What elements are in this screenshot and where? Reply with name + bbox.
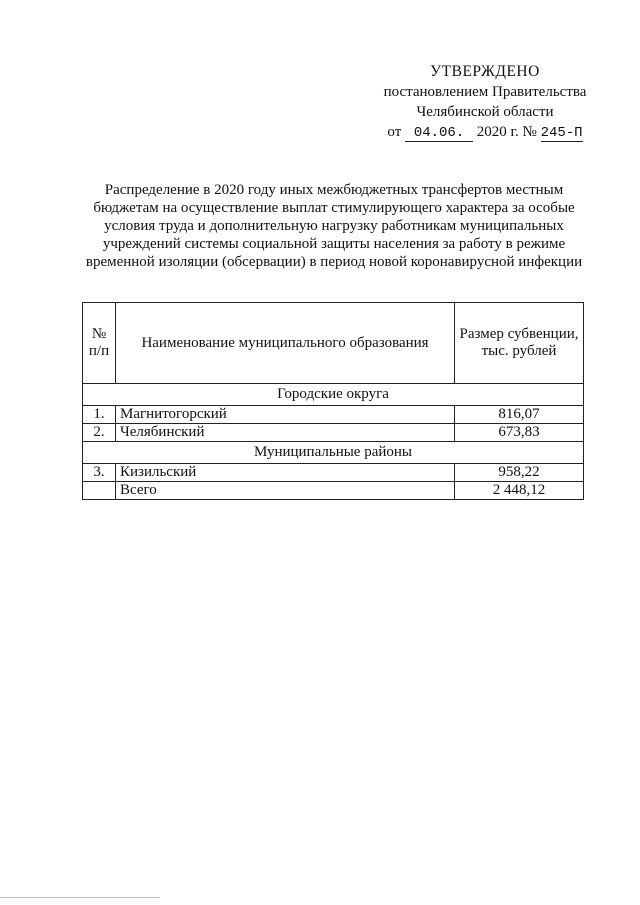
total-number	[83, 482, 116, 500]
row-name: Челябинский	[116, 424, 455, 442]
date-year: 2020 г. №	[476, 124, 537, 140]
row-number: 3.	[83, 464, 116, 482]
row-name: Кизильский	[116, 464, 455, 482]
row-number: 2.	[83, 424, 116, 442]
table-row	[83, 464, 584, 482]
section-row	[83, 442, 584, 464]
date-day-month: 04.06.	[405, 125, 473, 142]
approval-line-1: постановлением Правительства	[383, 84, 587, 100]
header-name: Наименование муниципального образования	[116, 303, 455, 384]
table-header-row	[83, 303, 584, 384]
footer-divider	[0, 897, 160, 898]
row-number: 1.	[83, 406, 116, 424]
section-row	[83, 384, 584, 406]
decree-number: 245-П	[540, 125, 583, 141]
approval-line-2: Челябинской области	[416, 104, 554, 120]
subsidy-table	[82, 302, 584, 500]
date-prefix: от	[387, 124, 402, 140]
total-label: Всего	[116, 482, 455, 500]
row-amount: 673,83	[455, 424, 584, 442]
row-amount: 816,07	[455, 406, 584, 424]
table-row	[83, 424, 584, 442]
total-amount: 2 448,12	[455, 482, 584, 500]
row-name: Магнитогорский	[116, 406, 455, 424]
total-row	[83, 482, 584, 500]
section-title: Муниципальные районы	[83, 442, 584, 464]
approval-block	[360, 62, 610, 142]
document-title: Распределение в 2020 году иных межбюджетных трансфертов местным бюджетам на осуществление выплат стимулирующего характера за особые условия труда и дополнительную нагрузку работникам муниципальных учреждений системы социальной защиты населения за работу в режиме временной изоляции (обсервации) в период новой коронавирусной инфекции	[85, 182, 583, 270]
table-row	[83, 406, 584, 424]
row-amount: 958,22	[455, 464, 584, 482]
header-amount: Размер субвенции, тыс. рублей	[455, 303, 584, 384]
approval-date-line	[360, 122, 610, 142]
approved-heading: УТВЕРЖДЕНО	[430, 63, 540, 80]
section-title: Городские округа	[83, 384, 584, 406]
header-number: № п/п	[83, 303, 116, 384]
